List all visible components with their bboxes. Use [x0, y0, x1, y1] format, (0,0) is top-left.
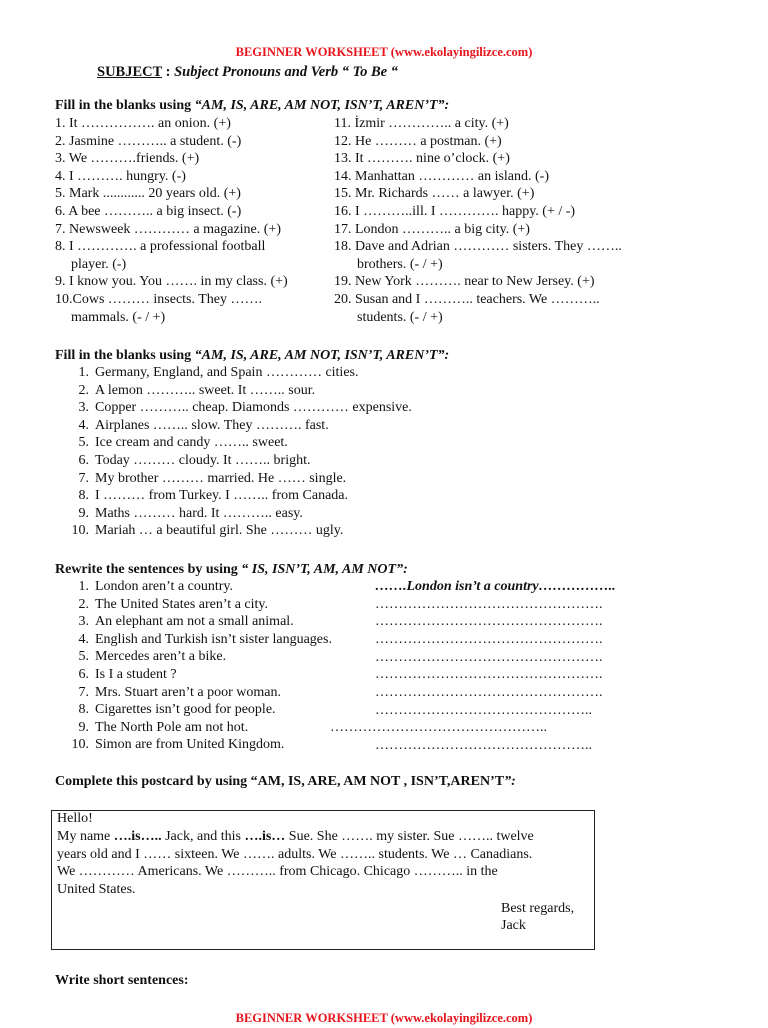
exercise-line: 8. I …………. a professional football — [55, 239, 266, 255]
item-text: Ice cream and candy …….. sweet. — [95, 435, 288, 451]
list-item — [49, 399, 412, 417]
item-text: Germany, England, and Spain ………… cities. — [95, 365, 359, 380]
exercise-line: 20. Susan and I ……….. teachers. We ……….. — [334, 291, 600, 307]
section3-title — [55, 561, 408, 579]
exercise-line: 1. It ……………. an onion. (+) — [55, 116, 231, 131]
section4-title-text: Complete this postcard by using “AM, IS, ARE, AM NOT , ISN’T,AREN’T — [55, 774, 505, 789]
exercise-line: 2. Jasmine ……….. a student. (-) — [55, 133, 242, 149]
example-answer: …….London isn’t a country…………….. — [375, 579, 616, 594]
item-text: Airplanes …….. slow. They ………. fast. — [95, 417, 329, 433]
item-text: Mercedes aren’t a bike. — [95, 649, 227, 665]
exercise-line: 9. I know you. You ……. in my class. (+) — [55, 274, 288, 290]
exercise-line: 12. He ……… a postman. (+) — [334, 133, 502, 149]
subject-line — [97, 64, 398, 82]
postcard-signature: Jack — [501, 918, 526, 933]
section1-left-column — [55, 115, 288, 326]
answer-line: …………………………………………. — [375, 667, 603, 682]
item-text: Mariah … a beautiful girl. She ……… ugly. — [95, 523, 344, 539]
item-text: London aren’t a country. — [95, 579, 234, 594]
answer-line: …………………………………………. — [375, 685, 603, 700]
item-number: 1. — [78, 579, 89, 594]
item-text: I ……… from Turkey. I …….. from Canada. — [95, 488, 349, 504]
section2-title-options: “AM, IS, ARE, AM NOT, ISN’T, AREN’T”: — [194, 348, 450, 363]
item-text: An elephant am not a small animal. — [95, 614, 294, 630]
section2-title-prefix: Fill in the blanks using — [55, 348, 195, 363]
postcard-example-fill: ….is….. — [113, 829, 162, 844]
list-item — [49, 470, 412, 488]
exercise-line: 3. We ……….friends. (+) — [55, 151, 200, 167]
item-number: 5. — [78, 435, 89, 451]
section1-title-options: “AM, IS, ARE, AM NOT, ISN’T, AREN’T”: — [194, 98, 450, 113]
postcard-line — [57, 828, 534, 846]
exercise-line: 17. London ……….. a big city. (+) — [334, 221, 530, 237]
list-item — [49, 434, 412, 452]
item-number: 8. — [78, 702, 89, 718]
list-item — [49, 666, 332, 684]
section4-title — [55, 773, 516, 791]
list-item — [49, 596, 332, 614]
exercise-line: 13. It ………. nine o’clock. (+) — [334, 151, 510, 167]
list-item — [49, 382, 412, 400]
item-text: Is I a student ? — [95, 666, 177, 682]
item-number: 9. — [78, 719, 89, 735]
postcard-example-fill: ….is… — [244, 829, 286, 844]
item-text: A lemon ……….. sweet. It …….. sour. — [95, 382, 316, 398]
item-text: Copper ……….. cheap. Diamonds ………… expensive. — [95, 400, 412, 416]
section3-title-prefix: Rewrite the sentences by using — [55, 562, 242, 577]
worksheet-footer: BEGINNER WORKSHEET (www.ekolayingilizce.com) — [235, 1011, 533, 1025]
list-item — [49, 684, 332, 702]
item-number: 10. — [71, 523, 89, 539]
section1-title — [55, 97, 449, 115]
exercise-line-continued: player. (-) — [71, 256, 127, 272]
answer-line: …………………………………………. — [375, 650, 603, 665]
answer-line: ……………………………………….. — [330, 720, 547, 735]
list-item — [49, 648, 332, 666]
item-number: 3. — [78, 614, 89, 630]
postcard-text: My name — [57, 829, 114, 844]
postcard-line: We ………… Americans. We ……….. from Chicago. Chicago ……….. in the — [57, 864, 498, 879]
exercise-line: 15. Mr. Richards …… a lawyer. (+) — [334, 186, 535, 202]
item-number: 4. — [78, 417, 89, 433]
item-text: Mrs. Stuart aren’t a poor woman. — [95, 684, 281, 700]
answer-line: ……………………………………….. — [375, 703, 592, 718]
exercise-line: 19. New York ………. near to New Jersey. (+) — [334, 274, 595, 290]
section3-title-options: “ IS, ISN’T, AM, AM NOT”: — [241, 562, 408, 577]
answer-line: …………………………………………. — [375, 614, 603, 629]
exercise-line-continued: mammals. (- / +) — [71, 309, 166, 325]
item-number: 10. — [71, 737, 89, 753]
postcard-text: Sue. She ……. my sister. Sue …….. twelve — [285, 829, 534, 844]
section4-title-end: ”: — [504, 774, 516, 789]
exercise-line: 18. Dave and Adrian ………… sisters. They …….. — [334, 239, 622, 255]
item-number: 9. — [78, 505, 89, 521]
item-text: Cigarettes isn’t good for people. — [95, 702, 276, 718]
item-number: 7. — [78, 684, 89, 700]
item-number: 6. — [78, 666, 89, 682]
item-number: 3. — [78, 400, 89, 416]
section5-title: Write short sentences: — [55, 973, 189, 988]
exercise-line: 16. I ………..ill. I …………. happy. (+ / -) — [334, 203, 576, 219]
section2-list — [49, 364, 412, 540]
exercise-line: 4. I ………. hungry. (-) — [55, 168, 186, 184]
list-item — [49, 701, 332, 719]
answer-line: …………………………………………. — [375, 632, 603, 647]
item-number: 8. — [78, 488, 89, 504]
item-text: My brother ……… married. He …… single. — [95, 470, 347, 486]
list-item — [49, 736, 332, 754]
exercise-line-continued: students. (- / +) — [357, 309, 443, 325]
worksheet-header: BEGINNER WORKSHEET (www.ekolayingilizce.com) — [235, 45, 533, 59]
postcard-box — [51, 810, 595, 950]
item-number: 2. — [78, 382, 89, 398]
section2-title — [55, 347, 449, 365]
list-item — [49, 505, 412, 523]
item-number: 1. — [78, 365, 89, 380]
section1-title-prefix: Fill in the blanks using — [55, 98, 195, 113]
exercise-line: 5. Mark ............ 20 years old. (+) — [55, 186, 241, 202]
postcard-greeting: Hello! — [57, 811, 93, 826]
exercise-line-continued: brothers. (- / +) — [357, 256, 443, 272]
exercise-line: 10.Cows ……… insects. They ……. — [55, 291, 263, 307]
item-text: Maths ……… hard. It ……….. easy. — [95, 505, 303, 521]
subject-label: SUBJECT — [97, 64, 163, 80]
answer-line: …………………………………………. — [375, 597, 603, 612]
list-item — [49, 364, 412, 382]
section3-list — [49, 578, 332, 754]
list-item — [49, 631, 332, 649]
postcard-line: years old and I …… sixteen. We ……. adults. We …….. students. We … Canadians. — [57, 847, 533, 862]
exercise-line: 7. Newsweek ………… a magazine. (+) — [55, 221, 281, 237]
subject-separator: : — [162, 64, 175, 80]
section1-right-column — [334, 115, 622, 326]
item-text: Today ……… cloudy. It …….. bright. — [95, 452, 311, 468]
item-text: The North Pole am not hot. — [95, 719, 249, 735]
exercise-line: 6. A bee ……….. a big insect. (-) — [55, 203, 242, 219]
item-text: Simon are from United Kingdom. — [95, 737, 285, 753]
list-item — [49, 578, 332, 596]
list-item — [49, 613, 332, 631]
subject-text: Subject Pronouns and Verb “ To Be “ — [174, 64, 398, 80]
list-item — [49, 452, 412, 470]
item-number: 4. — [78, 631, 89, 647]
list-item — [49, 522, 412, 540]
postcard-text: Jack, and this — [161, 829, 245, 844]
list-item — [49, 487, 412, 505]
answer-line: ……………………………………….. — [375, 738, 592, 753]
item-number: 6. — [78, 452, 89, 468]
item-number: 5. — [78, 649, 89, 665]
list-item — [49, 417, 412, 435]
item-text: The United States aren’t a city. — [95, 596, 268, 612]
postcard-signoff: Best regards, — [501, 901, 575, 916]
item-text: English and Turkish isn’t sister languages. — [95, 631, 332, 647]
item-number: 7. — [78, 470, 89, 486]
item-number: 2. — [78, 596, 89, 612]
list-item — [49, 719, 332, 737]
postcard-line: United States. — [57, 882, 136, 897]
exercise-line: 14. Manhattan ………… an island. (-) — [334, 168, 550, 184]
exercise-line: 11. İzmir ………….. a city. (+) — [334, 116, 509, 131]
